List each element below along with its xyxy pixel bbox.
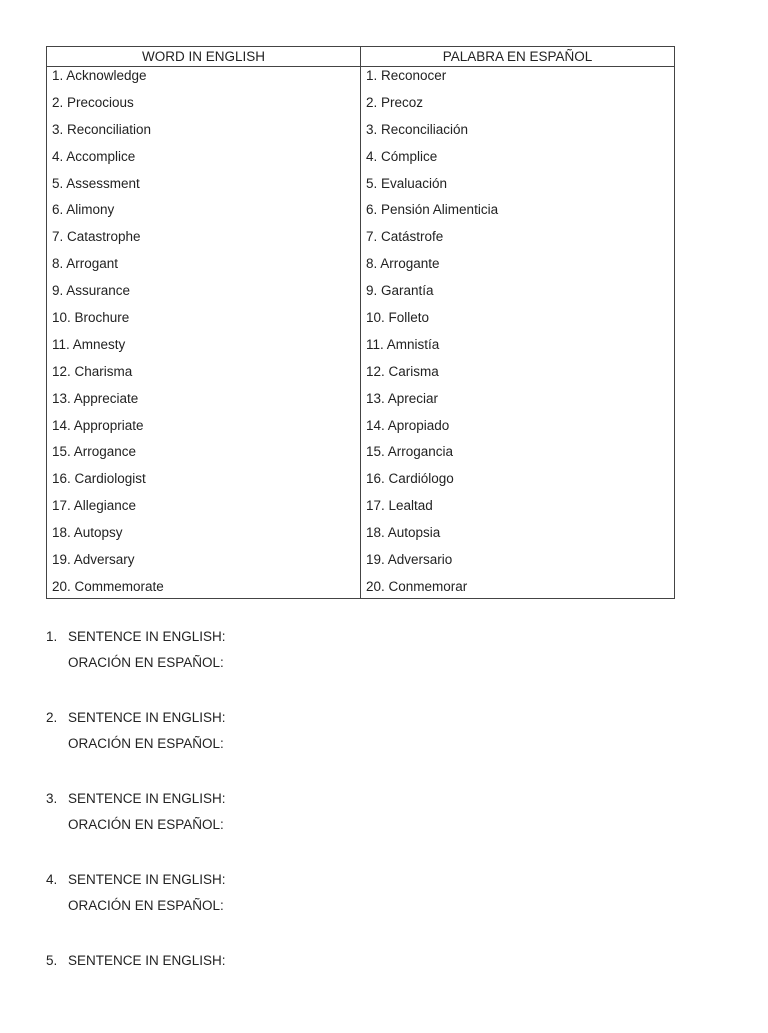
spanish-word-cell: 6. Pensión Alimenticia	[366, 202, 499, 218]
sentence-number: 2.	[46, 710, 58, 725]
sentence-number: 1.	[46, 629, 58, 644]
sentence-number: 5.	[46, 953, 58, 968]
spanish-word-cell: 13. Apreciar	[366, 390, 439, 406]
english-word-cell: 5. Assessment	[52, 175, 140, 191]
sentence-item	[46, 952, 726, 1033]
english-word-cell: 7. Catastrophe	[52, 229, 141, 245]
english-word-cell: 20. Commemorate	[52, 578, 164, 594]
spanish-word-cell: 7. Catástrofe	[366, 229, 444, 245]
table-header-row	[47, 47, 674, 67]
english-word-cell: 18. Autopsy	[52, 525, 123, 541]
sentence-item	[46, 790, 726, 871]
english-word-cell: 16. Cardiologist	[52, 471, 146, 487]
spanish-word-cell: 20. Conmemorar	[366, 578, 468, 594]
english-word-cell: 12. Charisma	[52, 363, 133, 379]
spanish-word-cell: 11. Amnistía	[366, 336, 440, 352]
spanish-word-cell: 12. Carisma	[366, 363, 439, 379]
spanish-word-cell: 10. Folleto	[366, 310, 430, 326]
spanish-word-cell: 19. Adversario	[366, 552, 453, 568]
sentence-exercises	[46, 628, 726, 1033]
spanish-word-cell: 1. Reconocer	[366, 68, 447, 83]
english-word-cell: 6. Alimony	[52, 202, 115, 218]
vocabulary-table	[46, 46, 675, 599]
english-word-cell: 17. Allegiance	[52, 498, 137, 514]
spanish-word-cell: 15. Arrogancia	[366, 444, 454, 460]
english-word-cell: 9. Assurance	[52, 283, 131, 299]
english-words-column	[47, 67, 361, 598]
sentence-item	[46, 871, 726, 952]
sentence-in-english-label: SENTENCE IN ENGLISH:	[68, 791, 226, 806]
header-word-in-english: WORD IN ENGLISH	[47, 47, 361, 66]
english-word-cell: 2. Precocious	[52, 94, 134, 110]
oracion-en-espanol-label: ORACIÓN EN ESPAÑOL:	[68, 655, 224, 670]
spanish-word-cell: 4. Cómplice	[366, 148, 438, 164]
sentence-number: 3.	[46, 791, 58, 806]
spanish-word-cell: 3. Reconciliación	[366, 121, 469, 137]
sentence-number: 4.	[46, 872, 58, 887]
english-word-cell: 1. Acknowledge	[52, 68, 147, 83]
spanish-word-cell: 5. Evaluación	[366, 175, 448, 191]
sentence-in-english-label: SENTENCE IN ENGLISH:	[68, 953, 226, 968]
spanish-word-cell: 2. Precoz	[366, 94, 424, 110]
sentence-in-english-label: SENTENCE IN ENGLISH:	[68, 629, 226, 644]
english-word-cell: 3. Reconciliation	[52, 121, 152, 137]
english-word-cell: 4. Accomplice	[52, 148, 136, 164]
english-word-cell: 11. Amnesty	[52, 336, 126, 352]
oracion-en-espanol-label: ORACIÓN EN ESPAÑOL:	[68, 817, 224, 832]
sentence-item	[46, 709, 726, 790]
oracion-en-espanol-label: ORACIÓN EN ESPAÑOL:	[68, 898, 224, 913]
english-word-cell: 8. Arrogant	[52, 256, 119, 272]
spanish-word-cell: 18. Autopsia	[366, 525, 441, 541]
english-word-cell: 13. Appreciate	[52, 390, 139, 406]
sentence-in-english-label: SENTENCE IN ENGLISH:	[68, 710, 226, 725]
spanish-word-cell: 9. Garantía	[366, 283, 434, 299]
oracion-en-espanol-label: ORACIÓN EN ESPAÑOL:	[68, 736, 224, 751]
english-word-cell: 19. Adversary	[52, 552, 135, 568]
english-word-cell: 10. Brochure	[52, 310, 130, 326]
sentence-in-english-label: SENTENCE IN ENGLISH:	[68, 872, 226, 887]
spanish-word-cell: 8. Arrogante	[366, 256, 440, 272]
sentence-item	[46, 628, 726, 709]
spanish-word-cell: 17. Lealtad	[366, 498, 433, 514]
english-word-cell: 15. Arrogance	[52, 444, 137, 460]
spanish-words-column	[361, 67, 674, 598]
english-word-cell: 14. Appropriate	[52, 417, 144, 433]
spanish-word-cell: 14. Apropiado	[366, 417, 450, 433]
table-body	[47, 67, 674, 598]
spanish-word-cell: 16. Cardiólogo	[366, 471, 454, 487]
header-palabra-en-espanol: PALABRA EN ESPAÑOL	[442, 49, 593, 64]
